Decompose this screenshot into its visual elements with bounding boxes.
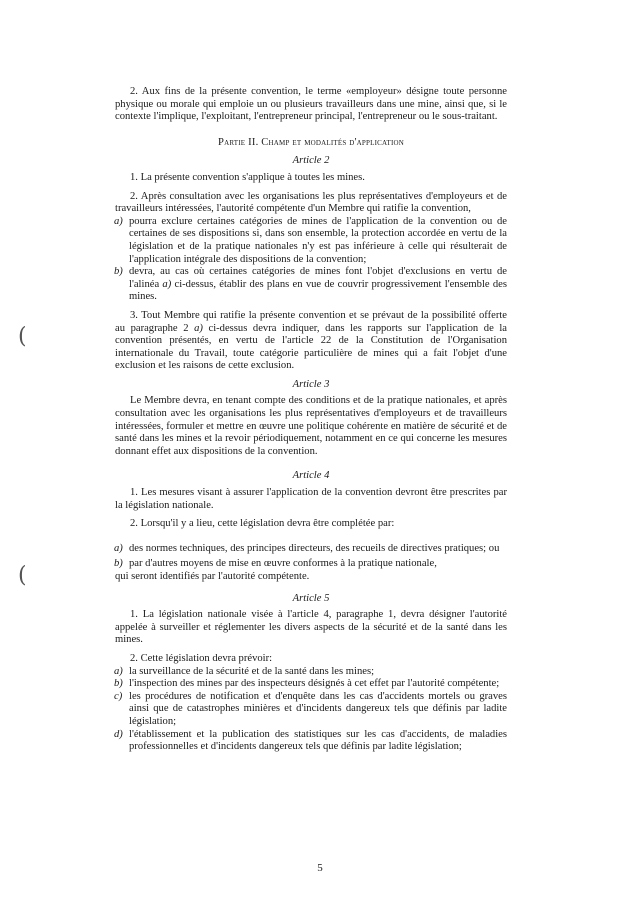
item-label: b) [114, 266, 123, 278]
article-2-paragraph-3 [115, 310, 507, 373]
article-2-paragraph-2: 2. Après consultation avec les organisations les plus représentatives d'employeurs et de travailleurs intéressées, l'autorité compétente d'un Membre qui ratifie la convention, [115, 190, 507, 215]
article-4-paragraph-1: 1. Les mesures visant à assurer l'application de la convention devront être prescrites par la législation nationale. [115, 487, 507, 511]
item-text: ci-dessus, établir des plans en vue de couvrir progressivement l'ensemble des mines. [129, 278, 507, 303]
article-4-item-b [115, 558, 507, 571]
article-2-paragraph-1: 1. La présente convention s'applique à toutes les mines. [130, 171, 365, 183]
margin-mark: ( [18, 324, 27, 349]
article-4-title: Article 4 [292, 470, 330, 482]
margin-mark: ( [18, 563, 27, 588]
item-label: b) [114, 678, 123, 690]
item-label: a) [114, 215, 123, 227]
intro-paragraph: 2. Aux fins de la présente convention, le terme «employeur» désigne toute personne physique ou morale qui emploie un ou plusieurs travailleurs dans une mine, ainsi que, si le contexte l'implique, l'exploitant, l'entrepreneur principal, l'entrepreneur ou le sous-traitant. [115, 86, 507, 123]
article-2-item-b [115, 266, 507, 304]
article-2-item-a [115, 216, 507, 266]
item-reference: a) [162, 278, 172, 290]
item-text: par d'autres moyens de mise en œuvre conformes à la pratique nationale, [129, 558, 437, 570]
item-label: d) [114, 728, 123, 740]
item-label: a) [114, 665, 123, 677]
article-3-title: Article 3 [292, 378, 330, 390]
article-5-paragraph-2: 2. Cette législation devra prévoir: [130, 652, 273, 664]
page-body [115, 86, 507, 754]
item-text: pourra exclure certaines catégories de mines de l'application de la convention ou de certaines de ses dispositions si, dans son ensemble, la protection accordée en vertu de la législation et de la pratique nationales n'y est pas inférieure à celle qui résulterait de l'application intégrale des dispositions de la convention; [129, 215, 507, 265]
article-3-paragraph-1: Le Membre devra, en tenant compte des conditions et de la pratique nationales, et après consultation avec les organisations les plus représentatives d'employeurs et de travailleurs intéressées, formuler et mettre en œuvre une politique cohérente en matière de sécurité et de santé dans les mines et la revoir périodiquement, notamment en ce qui concerne les mesures donnant effet aux dispositions de la convention. [115, 395, 507, 457]
article-5-item-d [115, 729, 507, 754]
item-text: des normes techniques, des principes directeurs, des recueils de directives pratiques; ou [129, 542, 500, 554]
item-text: l'inspection des mines par des inspecteurs désignés à cet effet par l'autorité compétente; [129, 678, 500, 690]
paragraph-reference: a) [194, 322, 203, 334]
paragraph-text: ci-dessus devra indiquer, dans les rapports sur l'application de la convention présentés, en vertu de l'article 22 de la Constitution de l'Organisation internationale du Travail, toute catégorie particulière de mines qui a fait l'objet d'une exclusion et les raisons de cette exclusion. [115, 322, 507, 372]
item-text: devra, au cas où certaines catégories de mines font l'objet d'exclusions en vertu de l'alinéa [129, 266, 507, 290]
paragraph-text: 3. Tout Membre qui ratifie la présente convention et se prévaut de la possibilité offerte au paragraphe 2 [115, 309, 507, 334]
page-number: 5 [317, 862, 323, 874]
item-label: a) [114, 542, 123, 554]
article-4-item-a [115, 543, 507, 556]
article-5-title: Article 5 [292, 592, 330, 604]
article-5-item-b [115, 678, 507, 691]
part-heading: Partie II. Champ et modalités d'application [218, 136, 404, 148]
item-text: les procédures de notification et d'enquête dans les cas d'accidents mortels ou graves ainsi que de catastrophes minières et d'incidents dangereux tels que définis par ladite législation; [129, 690, 507, 727]
article-2-title: Article 2 [292, 155, 330, 167]
article-5-paragraph-1: 1. La législation nationale visée à l'article 4, paragraphe 1, devra désigner l'autorité appelée à surveiller et réglementer les divers aspects de la sécurité et de la santé dans les mines. [115, 609, 507, 646]
item-label: c) [114, 690, 123, 702]
article-5-item-a [115, 666, 507, 679]
article-5-item-c [115, 691, 507, 729]
article-4-tail: qui seront identifiés par l'autorité compétente. [115, 571, 310, 582]
item-text: la surveillance de la sécurité et de la santé dans les mines; [129, 665, 375, 677]
item-text: l'établissement et la publication des statistiques sur les cas d'accidents, de maladies professionnelles et d'incidents dangereux tels que définis par ladite législation; [129, 728, 507, 753]
article-4-paragraph-2: 2. Lorsqu'il y a lieu, cette législation devra être complétée par: [130, 518, 395, 530]
item-label: b) [114, 558, 123, 570]
